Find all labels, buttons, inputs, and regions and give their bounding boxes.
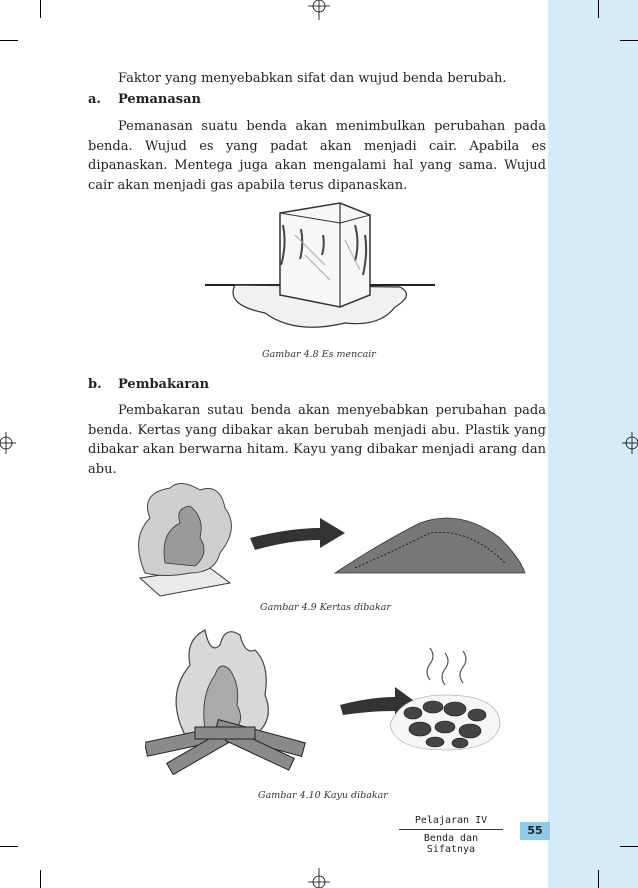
- registration-mark: [308, 866, 330, 888]
- footer-divider: [399, 829, 503, 830]
- crop-mark: [620, 846, 638, 847]
- figure-4-10-caption: Gambar 4.10 Kayu dibakar: [258, 790, 388, 801]
- footer-lesson: Pelajaran IV: [414, 815, 488, 826]
- crop-mark: [40, 0, 41, 18]
- page-number: 55: [520, 822, 550, 840]
- burning-paper-illustration: [120, 478, 552, 598]
- intro-text: Faktor yang menyebabkan sifat dan wujud benda berubah.: [118, 71, 507, 86]
- footer-topic: Benda dan Sifatnya: [423, 833, 479, 855]
- burning-wood-illustration: [145, 625, 515, 775]
- melting-ice-illustration: [205, 195, 435, 340]
- figure-4-9-caption: Gambar 4.9 Kertas dibakar: [260, 602, 391, 613]
- section-b-text: Pembakaran sutau benda akan menyebabkan perubahan pada benda. Kertas yang dibakar akan berubah menjadi abu. Plastik yang dibakar akan berwarna hitam. Kayu yang dibakar menjadi arang dan abu.: [88, 403, 546, 477]
- registration-mark: [0, 432, 16, 454]
- crop-mark: [40, 870, 41, 888]
- figure-4-8-caption: Gambar 4.8 Es mencair: [262, 349, 376, 360]
- section-b-title: Pembakaran: [118, 377, 210, 392]
- crop-mark: [0, 40, 18, 41]
- section-a-title: Pemanasan: [118, 92, 201, 107]
- registration-mark: [622, 432, 638, 454]
- crop-mark: [0, 846, 18, 847]
- crop-mark: [620, 40, 638, 41]
- registration-mark: [308, 0, 330, 22]
- footer: [399, 815, 503, 855]
- section-b-letter: b.: [88, 377, 102, 392]
- section-a-letter: a.: [88, 92, 101, 107]
- section-a-text: Pemanasan suatu benda akan menimbulkan perubahan pada benda. Wujud es yang padat akan menjadi cair. Apabila es dipanaskan. Mentega juga akan mengalami hal yang sama. Wujud cair akan menjadi gas apabila terus dipanaskan.: [88, 119, 546, 193]
- crop-mark: [598, 0, 599, 18]
- crop-mark: [598, 870, 599, 888]
